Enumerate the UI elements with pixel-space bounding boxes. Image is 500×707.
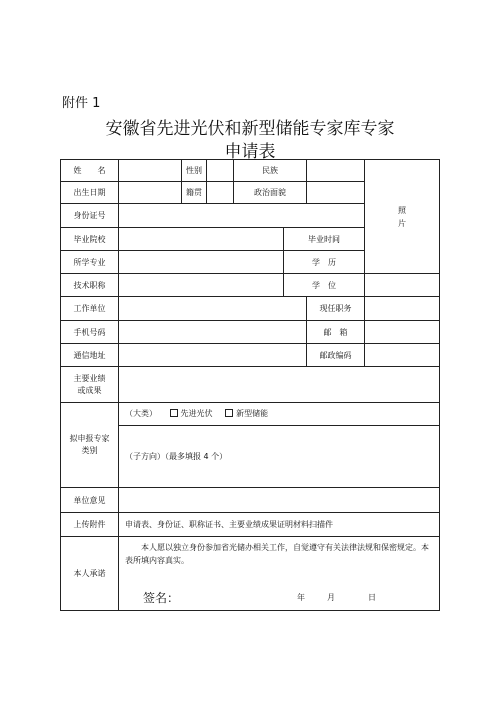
- pv-checkbox[interactable]: [170, 409, 178, 417]
- postcode-label: 邮政编码: [307, 344, 365, 367]
- political-status-field[interactable]: [307, 182, 365, 204]
- birth-date-label: 出生日期: [61, 182, 119, 204]
- employer-field[interactable]: [119, 297, 307, 321]
- position-label: 现任职务: [307, 297, 365, 321]
- postcode-field[interactable]: [365, 344, 440, 367]
- ethnicity-field[interactable]: [307, 160, 365, 182]
- major-category-row: [119, 403, 439, 426]
- achievements-field[interactable]: [119, 367, 440, 403]
- upload-label: 上传附件: [61, 513, 119, 537]
- upload-value[interactable]: 申请表、身份证、职称证书、主要业绩成果证明材料扫描件: [119, 513, 440, 537]
- technical-title-label: 技术职称: [61, 274, 119, 297]
- sub-direction-row[interactable]: [119, 426, 439, 487]
- name-field[interactable]: [119, 160, 182, 182]
- attachment-label: 附件 1: [62, 96, 101, 111]
- phone-label: 手机号码: [61, 321, 119, 344]
- form-title-line1: 安徽省先进光伏和新型储能专家库专家: [105, 119, 395, 139]
- pledge-cell: [119, 537, 440, 611]
- storage-checkbox[interactable]: [225, 409, 233, 417]
- gender-field[interactable]: [207, 160, 234, 182]
- category-label: 拟申报专家 类别: [61, 403, 119, 488]
- technical-title-field[interactable]: [119, 274, 284, 297]
- birth-date-field[interactable]: [119, 182, 182, 204]
- major-field[interactable]: [119, 251, 284, 274]
- degree-label: 学 位: [284, 274, 365, 297]
- photo-box[interactable]: [365, 160, 440, 274]
- major-label: 所学专业: [61, 251, 119, 274]
- position-field[interactable]: [365, 297, 440, 321]
- unit-opinion-label: 单位意见: [61, 488, 119, 513]
- photo-label: 照片: [398, 205, 406, 228]
- pledge-text: 本人愿以独立身份参加省光储办相关工作，自觉遵守有关法律法规和保密规定。本表所填内容真实。: [125, 543, 429, 565]
- email-label: 邮 箱: [307, 321, 365, 344]
- year-label: 年: [297, 593, 305, 602]
- degree-field[interactable]: [365, 274, 440, 297]
- category-field: [119, 403, 440, 488]
- storage-option-label: 新型储能: [236, 409, 269, 418]
- pv-option-label: 先进光伏: [180, 409, 213, 418]
- major-category-label: （大类）: [125, 409, 157, 418]
- employer-label: 工作单位: [61, 297, 119, 321]
- native-place-label: 籍贯: [182, 182, 207, 204]
- application-form-table: [60, 159, 440, 611]
- phone-field[interactable]: [119, 321, 307, 344]
- education-label: 学 历: [284, 251, 365, 274]
- email-field[interactable]: [365, 321, 440, 344]
- id-number-label: 身份证号: [61, 204, 119, 228]
- form-title-line2: 申请表: [224, 142, 276, 162]
- signature-label: 签名：: [143, 591, 180, 605]
- school-field[interactable]: [119, 228, 284, 251]
- native-place-field[interactable]: [207, 182, 234, 204]
- address-field[interactable]: [119, 344, 307, 367]
- graduation-time-label: 毕业时间: [284, 228, 365, 251]
- ethnicity-label: 民族: [234, 160, 307, 182]
- political-status-label: 政治面貌: [234, 182, 307, 204]
- signature-row[interactable]: [125, 589, 433, 607]
- address-label: 通信地址: [61, 344, 119, 367]
- achievements-label: 主要业绩 或成果: [61, 367, 119, 403]
- unit-opinion-field[interactable]: [119, 488, 440, 513]
- sub-direction-label: （子方向）（最多填报 4 个）: [125, 452, 228, 461]
- gender-label: 性别: [182, 160, 207, 182]
- month-label: 月: [327, 593, 335, 602]
- pledge-label: 本人承诺: [61, 537, 119, 611]
- day-label: 日: [368, 593, 376, 602]
- id-number-field[interactable]: [119, 204, 365, 228]
- name-label: 姓 名: [61, 160, 119, 182]
- school-label: 毕业院校: [61, 228, 119, 251]
